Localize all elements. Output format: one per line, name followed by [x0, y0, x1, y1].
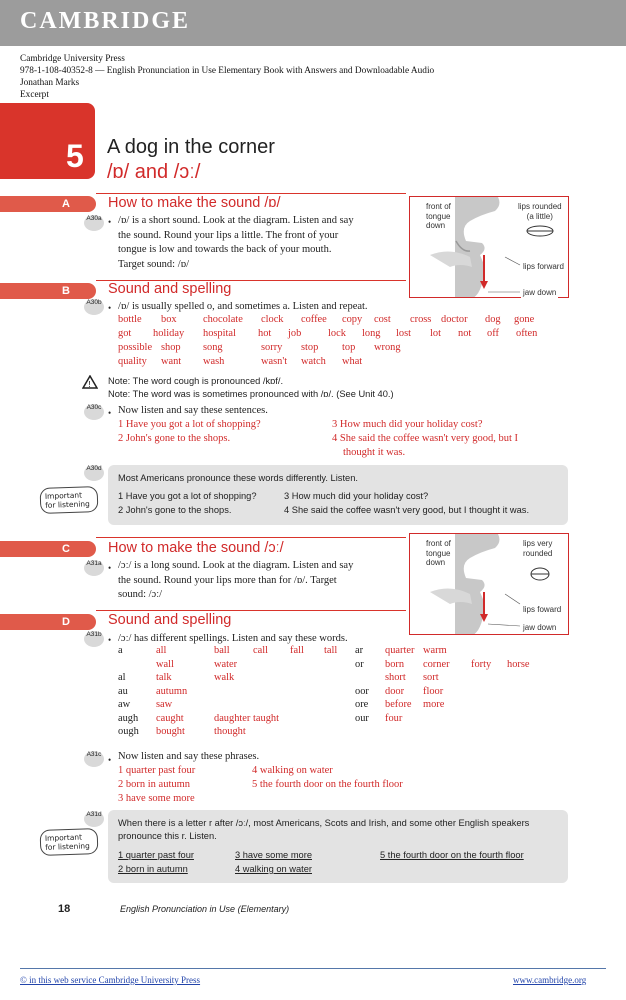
word-item: wrong	[374, 342, 401, 353]
word-item: shop	[161, 342, 181, 353]
word-item: stop	[301, 342, 319, 353]
section-d-intro: /ɔː/ has different spellings. Listen and say these words.	[118, 633, 348, 644]
word-item: holiday	[153, 328, 185, 339]
bullet: •	[108, 755, 112, 765]
spelling-word: forty	[471, 658, 492, 670]
word-item: hospital	[203, 328, 236, 339]
cambridge-logo: CAMBRIDGE	[20, 8, 191, 34]
divider	[96, 610, 406, 611]
word-item: top	[342, 342, 356, 353]
audio-track-icon[interactable]: A30b	[84, 299, 104, 315]
word-item: long	[362, 328, 381, 339]
spelling-pattern: ar	[355, 645, 364, 656]
label-front-tongue: front of tongue down	[426, 202, 451, 230]
word-item: what	[342, 356, 363, 367]
spelling-pattern: oor	[355, 685, 369, 697]
word-item: copy	[342, 314, 363, 325]
word-item: dog	[485, 314, 501, 325]
spelling-word: saw	[156, 699, 173, 710]
word-item: cross	[410, 314, 432, 325]
spelling-word: sort	[423, 672, 439, 683]
unit-subtitle: /ɒ/ and /ɔː/	[107, 161, 201, 183]
box1-item-4: 4 She said the coffee wasn't very good, but I thought it was.	[284, 505, 530, 515]
spelling-word: short	[385, 672, 406, 683]
section-a-tag: A	[0, 196, 96, 212]
section-a-text: /ɒ/ is a short sound. Look at the diagram. Listen and say the sound. Round your lips a little. The front of your tongue is low and towards the back of your mouth. Target sound: /ɒ/	[118, 215, 354, 270]
spelling-word: all	[156, 645, 167, 656]
sentence-3: 3 How much did your holiday cost?	[332, 419, 483, 430]
box1-item-2: 2 John's gone to the shops.	[118, 505, 232, 515]
note-was: Note: The word was is sometimes pronounced with /ɒ/. (See Unit 40.)	[108, 389, 394, 399]
section-c-text: /ɔː/ is a long sound. Look at the diagram. Listen and say the sound. Round your lips more than for /ɒ/. Target sound: /ɔː/	[118, 560, 354, 600]
footer-divider	[20, 968, 606, 969]
audio-track-icon[interactable]: A30d	[84, 465, 104, 481]
box1-item-3: 3 How much did your holiday cost?	[284, 491, 429, 501]
spelling-word: taught	[253, 712, 279, 724]
spelling-word: floor	[423, 685, 444, 697]
important-tag: Important for listening	[40, 486, 99, 514]
label-jaw-down: jaw down	[523, 623, 557, 632]
word-item: not	[458, 328, 472, 339]
phrase-2: 2 born in autumn	[118, 779, 191, 790]
section-d-heading: Sound and spelling	[108, 612, 232, 628]
phrase-4: 4 walking on water	[252, 765, 333, 776]
spelling-pattern: our	[355, 712, 369, 724]
box1-item-1: 1 Have you got a lot of shopping?	[118, 491, 257, 501]
box2-item-5: 5 the fourth door on the fourth floor	[380, 850, 524, 860]
audio-track-icon[interactable]: A31b	[84, 631, 104, 647]
box2-intro-1: When there is a letter r after /ɔː/, most Americans, Scots and Irish, and some other English speakers	[118, 818, 530, 828]
sentence-1: 1 Have you got a lot of shopping?	[118, 419, 261, 430]
divider	[96, 537, 406, 538]
word-item: got	[118, 328, 132, 339]
word-item: possible	[118, 342, 153, 353]
word-item: bottle	[118, 314, 142, 325]
spelling-word: wall	[156, 658, 174, 670]
spelling-word: thought	[214, 726, 246, 737]
bullet: •	[108, 303, 112, 313]
audio-track-icon[interactable]: A30c	[84, 404, 104, 420]
excerpt-label: Excerpt	[20, 90, 49, 100]
word-item: wash	[203, 356, 225, 367]
box2-item-3: 3 have some more	[235, 850, 312, 860]
author: Jonathan Marks	[20, 78, 80, 88]
word-item: often	[516, 328, 538, 339]
spelling-word: corner	[423, 658, 450, 670]
spelling-word: caught	[156, 712, 184, 724]
sentence-4: 4 She said the coffee wasn't very good, but I	[332, 433, 518, 444]
publisher: Cambridge University Press	[20, 54, 125, 64]
box2-item-1: 1 quarter past four	[118, 850, 194, 860]
spelling-word: four	[385, 712, 403, 724]
sentence-4-cont: thought it was.	[343, 447, 406, 458]
audio-track-icon[interactable]: A30a	[84, 215, 104, 231]
spelling-word: born	[385, 658, 405, 670]
website-link[interactable]: www.cambridge.org	[513, 975, 587, 985]
audio-track-icon[interactable]: A31d	[84, 811, 104, 827]
phrase-1: 1 quarter past four	[118, 765, 196, 776]
label-jaw-down: jaw down	[523, 288, 557, 297]
spelling-word: before	[385, 699, 412, 710]
word-item: box	[161, 314, 177, 325]
label-front-tongue: front of tongue down	[426, 539, 451, 567]
phrase-5: 5 the fourth door on the fourth floor	[252, 779, 403, 790]
page-number: 18	[58, 903, 71, 915]
spelling-pattern: aw	[118, 699, 131, 710]
box2-item-4: 4 walking on water	[235, 864, 312, 874]
spelling-word: door	[385, 685, 405, 697]
sentence-2: 2 John's gone to the shops.	[118, 433, 231, 444]
spelling-word: quarter	[385, 645, 415, 656]
spelling-pattern: au	[118, 685, 128, 697]
spelling-word: walk	[214, 672, 235, 683]
word-item: job	[288, 328, 302, 339]
spelling-word: daughter	[214, 712, 251, 724]
bullet: •	[108, 563, 112, 573]
section-b-tag: B	[0, 283, 96, 299]
word-item: want	[161, 356, 182, 367]
word-item: hot	[258, 328, 272, 339]
section-c-heading: How to make the sound /ɔː/	[108, 540, 284, 556]
unit-title: A dog in the corner	[107, 136, 275, 158]
section-b-intro: /ɒ/ is usually spelled o, and sometimes a. Listen and repeat.	[118, 301, 368, 312]
word-item: coffee	[301, 314, 327, 325]
book-title: English Pronunciation in Use (Elementary)	[120, 904, 290, 914]
word-item: cost	[374, 314, 391, 325]
spelling-pattern: augh	[118, 712, 139, 724]
important-tag: Important for listening	[40, 828, 99, 856]
spelling-pattern: ough	[118, 726, 139, 737]
spelling-pattern: a	[118, 645, 123, 656]
section-d-tag: D	[0, 614, 96, 630]
word-item: off	[487, 328, 499, 339]
word-item: quality	[118, 356, 147, 367]
copyright-link[interactable]: © in this web service Cambridge University Press	[20, 975, 201, 985]
svg-text:!: !	[88, 380, 91, 389]
spelling-word: water	[214, 658, 238, 670]
spelling-word: fall	[290, 645, 304, 656]
word-item: gone	[514, 314, 535, 325]
isbn-line: 978-1-108-40352-8 — English Pronunciation in Use Elementary Book with Answers and Downloadable Audio	[20, 66, 435, 76]
note-cough: Note: The word cough is pronounced /kɒf/.	[108, 376, 284, 386]
spelling-word: warm	[423, 645, 447, 656]
spelling-pattern: ore	[355, 699, 369, 710]
audio-track-icon[interactable]: A31c	[84, 751, 104, 767]
section-b-heading: Sound and spelling	[108, 281, 232, 297]
bullet: •	[108, 217, 112, 227]
word-item: chocolate	[203, 314, 243, 325]
word-item: lost	[396, 328, 412, 339]
phrase-3: 3 have some more	[118, 793, 195, 804]
word-item: watch	[301, 356, 326, 367]
spelling-pattern: or	[355, 658, 364, 670]
section-a-heading: How to make the sound /ɒ/	[108, 195, 281, 211]
spelling-word: talk	[156, 672, 172, 683]
label-lips-rounded: lips rounded (a little)	[518, 202, 562, 221]
divider	[96, 193, 406, 194]
spelling-pattern: al	[118, 672, 126, 683]
phrases-intro: Now listen and say these phrases.	[118, 751, 260, 762]
spelling-word: call	[253, 645, 268, 656]
bullet: •	[108, 408, 112, 418]
unit-number: 5	[66, 138, 84, 174]
word-item: lot	[430, 328, 441, 339]
word-item: sorry	[261, 342, 283, 353]
spelling-word: bought	[156, 726, 185, 737]
spelling-word: more	[423, 699, 445, 710]
word-item: doctor	[441, 314, 468, 325]
word-item: wasn't	[261, 356, 288, 367]
section-c-tag: C	[0, 541, 96, 557]
label-lips-forward: lips foward	[523, 605, 562, 614]
box1-intro: Most Americans pronounce these words differently. Listen.	[118, 473, 358, 483]
label-lips-very-rounded: lips very rounded	[523, 539, 553, 558]
bullet: •	[108, 635, 112, 645]
label-lips-forward: lips forward	[523, 262, 564, 271]
sentences-intro: Now listen and say these sentences.	[118, 405, 268, 416]
box2-intro-2: pronounce this r. Listen.	[118, 831, 217, 841]
word-item: clock	[261, 314, 284, 325]
word-item: song	[203, 342, 223, 353]
spelling-word: tall	[324, 645, 338, 656]
word-item: lock	[328, 328, 346, 339]
spelling-word: ball	[214, 645, 230, 656]
warning-icon	[82, 375, 98, 389]
spelling-word: horse	[507, 658, 530, 670]
audio-track-icon[interactable]: A31a	[84, 560, 104, 576]
spelling-word: autumn	[156, 685, 188, 697]
box2-item-2: 2 born in autumn	[118, 864, 188, 874]
